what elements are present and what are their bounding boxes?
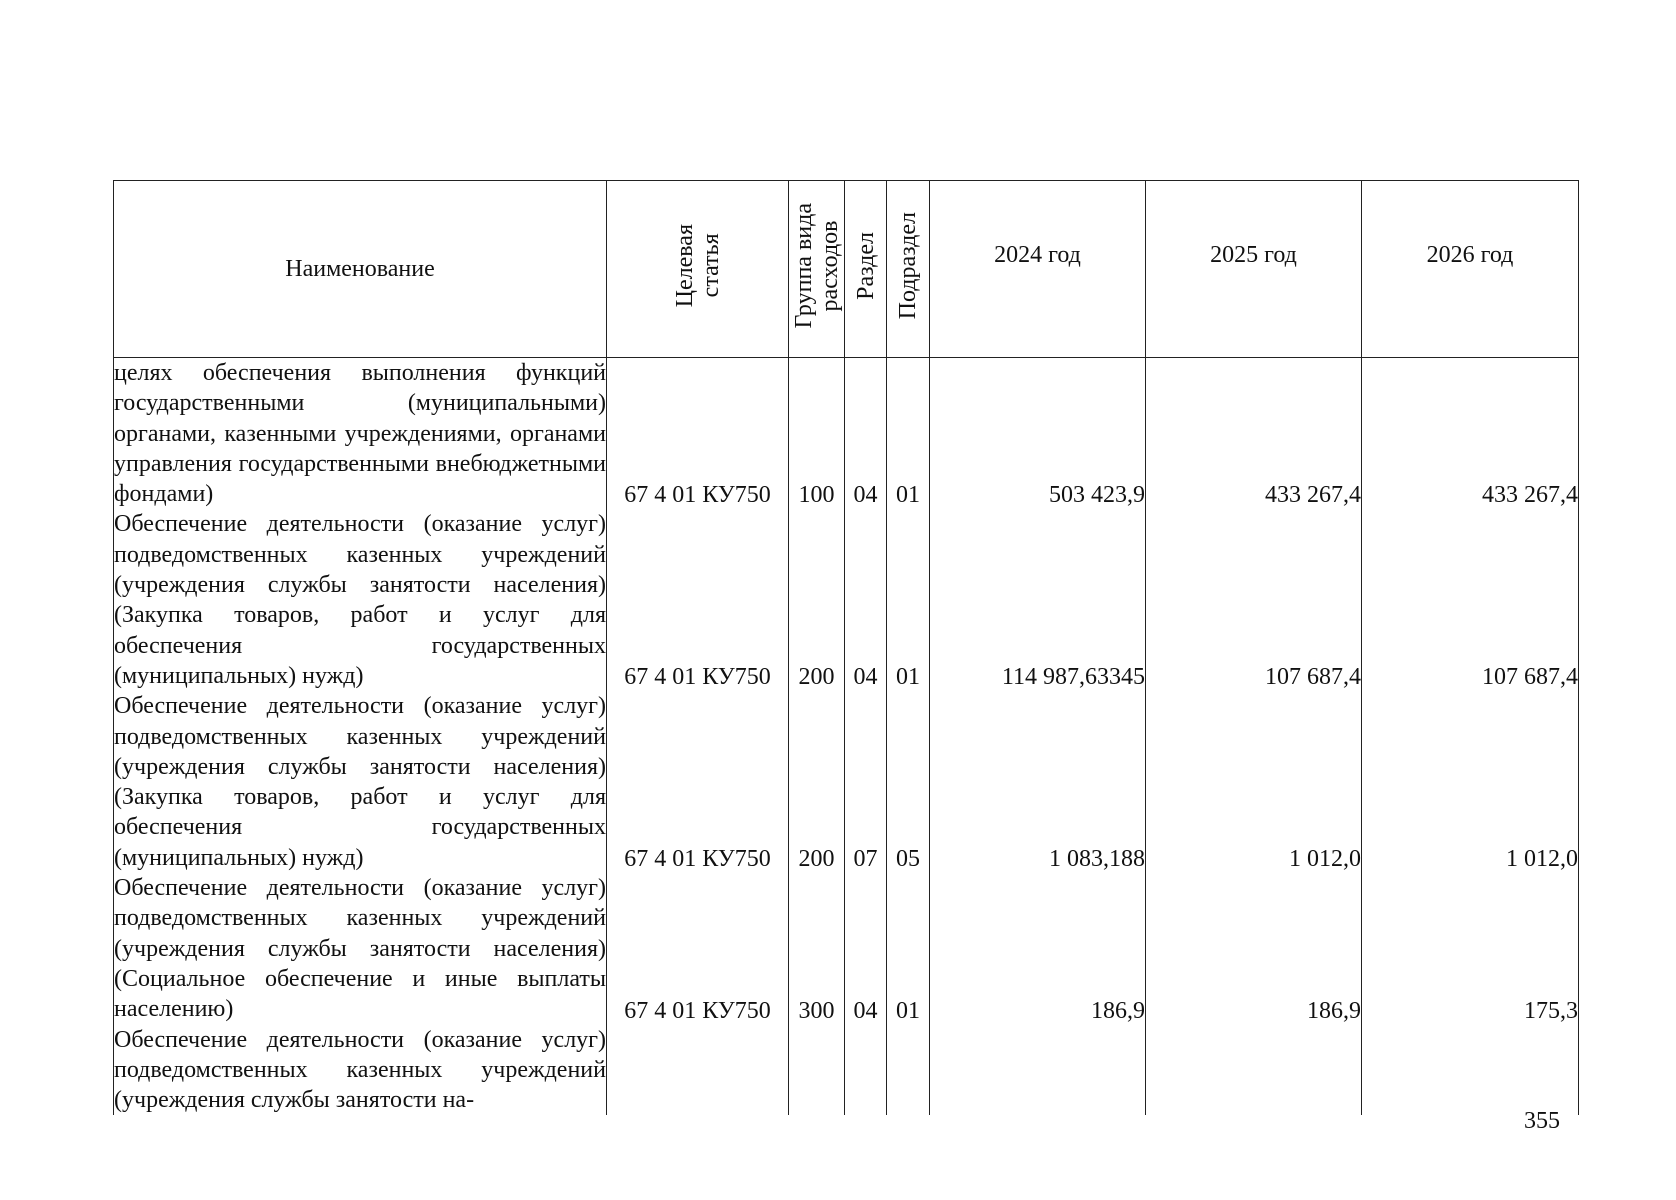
row-target-article: 67 4 01 КУ750: [607, 358, 789, 510]
header-name: Наименование: [114, 181, 607, 358]
table-row: [114, 1025, 1579, 1116]
row-expense-group: 200: [789, 509, 845, 691]
row-subsection: 01: [887, 509, 930, 691]
header-section: Раздел: [845, 181, 887, 358]
row-subsection: 05: [887, 691, 930, 873]
row-name: Обеспечение деятельности (оказание услуг) подведомственных казенных учреждений (учреждения службы занятости населения) (Социальное обеспечение и иные выплаты населению): [114, 873, 607, 1024]
row-2024: 114 987,63345: [930, 509, 1146, 691]
row-target-article: [607, 1025, 789, 1116]
row-2026: 107 687,4: [1362, 509, 1579, 691]
row-2026: 1 012,0: [1362, 691, 1579, 873]
header-2025: 2025 год: [1146, 181, 1362, 358]
row-expense-group: 300: [789, 873, 845, 1024]
header-2024: 2024 год: [930, 181, 1146, 358]
row-2025: [1146, 1025, 1362, 1116]
row-target-article: 67 4 01 КУ750: [607, 873, 789, 1024]
row-2024: 1 083,188: [930, 691, 1146, 873]
row-name: Обеспечение деятельности (оказание услуг) подведомственных казенных учреждений (учреждения службы занятости на-: [114, 1025, 607, 1116]
row-section: 04: [845, 509, 887, 691]
row-name: Обеспечение деятельности (оказание услуг) подведомственных казенных учреждений (учреждения службы занятости населения) (Закупка товаров, работ и услуг для обеспечения государственных (муниципальных) нужд): [114, 509, 607, 691]
row-section: 04: [845, 358, 887, 510]
row-section: 07: [845, 691, 887, 873]
row-2026: 175,3: [1362, 873, 1579, 1024]
page-number: 355: [1524, 1108, 1560, 1134]
row-subsection: 01: [887, 873, 930, 1024]
row-name: Обеспечение деятельности (оказание услуг) подведомственных казенных учреждений (учреждения службы занятости населения) (Закупка товаров, работ и услуг для обеспечения государственных (муниципальных) нужд): [114, 691, 607, 873]
header-expense-group: Группа вида расходов: [789, 181, 845, 358]
header-target-article: Целевая статья: [607, 181, 789, 358]
table-header-row: [114, 181, 1579, 358]
row-2025: 433 267,4: [1146, 358, 1362, 510]
row-2026: [1362, 1025, 1579, 1116]
row-2024: 503 423,9: [930, 358, 1146, 510]
row-2026: 433 267,4: [1362, 358, 1579, 510]
table-row: [114, 509, 1579, 691]
row-2025: 186,9: [1146, 873, 1362, 1024]
row-name: целях обеспечения выполнения функций государственными (муниципальными) органами, казенными учреждениями, органами управления государственными внебюджетными фондами): [114, 358, 607, 510]
row-2024: [930, 1025, 1146, 1116]
budget-table: [113, 180, 1579, 1115]
row-target-article: 67 4 01 КУ750: [607, 509, 789, 691]
row-section: 04: [845, 873, 887, 1024]
row-expense-group: 100: [789, 358, 845, 510]
header-2026: 2026 год: [1362, 181, 1579, 358]
row-target-article: 67 4 01 КУ750: [607, 691, 789, 873]
header-subsection: Подраздел: [887, 181, 930, 358]
row-expense-group: [789, 1025, 845, 1116]
row-2025: 107 687,4: [1146, 509, 1362, 691]
row-2024: 186,9: [930, 873, 1146, 1024]
row-2025: 1 012,0: [1146, 691, 1362, 873]
row-subsection: 01: [887, 358, 930, 510]
row-subsection: [887, 1025, 930, 1116]
row-expense-group: 200: [789, 691, 845, 873]
table-row: [114, 358, 1579, 510]
table-row: [114, 691, 1579, 873]
table-row: [114, 873, 1579, 1024]
row-section: [845, 1025, 887, 1116]
